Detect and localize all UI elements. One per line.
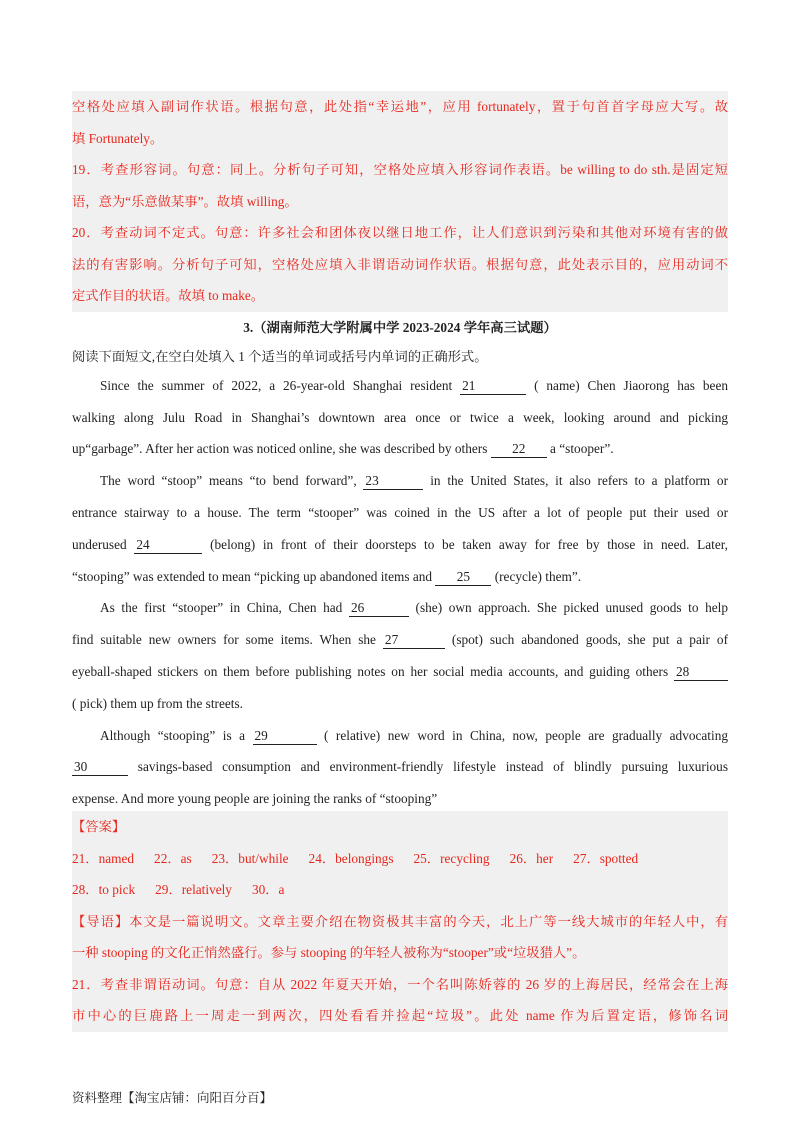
explanation-line: 法的有害影响。分析句子可知，空格处应填入非谓语动词作状语。根据句意，此处表示目的，应用动词不 (72, 256, 728, 272)
passage-line: Since the summer of 2022, a 26-year-old Shanghai resident 21 ( name) Chen Jiaorong has been (100, 377, 728, 393)
answer-item: 26．her (509, 850, 554, 866)
page-footer: 资料整理【淘宝店铺：向阳百分百】 (72, 1090, 273, 1105)
passage-line: up“garbage”. After her action was noticed online, she was described by others 22 a “stooper”. (72, 441, 614, 457)
explanation-line: 空格处应填入副词作状语。根据句意，此处指“幸运地”，应用 fortunately，置于句首首字母应大写。故 (72, 99, 728, 114)
answer-item: 22．as (154, 850, 192, 866)
answer-item: 24．belongings (308, 850, 394, 866)
passage-line: 30 savings-based consumption and environment-friendly lifestyle instead of blindly pursuing luxurious (74, 759, 728, 775)
blank-24[interactable]: 24 (134, 537, 202, 554)
passage-line: ( pick) them up from the streets. (72, 695, 243, 711)
answer-item: 25．recycling (413, 850, 490, 866)
answer-item: 29．relatively (155, 882, 232, 897)
question-instruction: 阅读下面短文,在空白处填入 1 个适当的单词或括号内单词的正确形式。 (72, 348, 488, 364)
answer-item: 28．to pick (72, 882, 136, 897)
answer-item: 30．a (251, 882, 285, 897)
explanation-line: 20．考查动词不定式。句意：许多社会和团体夜以继日地工作，让人们意识到污染和其他对环境有害的做 (72, 225, 728, 240)
passage-line: “stooping” was extended to mean “picking up abandoned items and 25 (recycle) them”. (72, 568, 582, 584)
blank-23[interactable]: 23 (363, 473, 423, 490)
answer-row (72, 874, 728, 906)
passage-line: As the first “stooper” in China, Chen had 26 (she) own approach. She picked unused goods to help (100, 600, 728, 616)
answer-block (72, 811, 728, 1032)
answer-item: 23．but/while (211, 850, 289, 866)
passage-line: walking along Julu Road in Shanghai’s downtown area once or twice a week, looking around and picking (72, 409, 728, 425)
guide-line: 21．考查非谓语动词。句意：自从 2022 年夏天开始，一个名叫陈娇蓉的 26 岁的上海居民，经常会在上海 (72, 976, 728, 992)
blank-21[interactable]: 21 (460, 378, 526, 395)
passage-line: expense. And more young people are joining the ranks of “stooping” (72, 791, 438, 807)
passage-line: The word “stoop” means “to bend forward”, 23 in the United States, it also refers to a platform or (100, 473, 728, 489)
blank-22[interactable]: 22 (491, 441, 547, 458)
explanation-line: 19．考查形容词。句意：同上。分析句子可知，空格处应填入形容词作表语。be willing to do sth.是固定短 (72, 162, 728, 177)
answer-label: 【答案】 (72, 819, 126, 834)
guide-line: 【导语】本文是一篇说明文。文章主要介绍在物资极其丰富的今天，北上广等一线大城市的年轻人中，有 (72, 913, 728, 929)
explanation-line: 语，意为“乐意做某事”。故填 willing。 (72, 193, 298, 209)
blank-30[interactable]: 30 (72, 759, 128, 776)
guide-line: 市中心的巨鹿路上一周走一到两次，四处看看并捡起“垃圾”。此处 name 作为后置定语，修饰名词 (72, 1008, 728, 1023)
passage-line: underused 24 (belong) in front of their doorsteps to be taken away for free by those in need. Later, (72, 536, 728, 552)
answer-item: 27．spotted (573, 850, 639, 866)
passage-line: find suitable new owners for some items. When she 27 (spot) such abandoned goods, she put a pair of (72, 632, 728, 648)
top-explanation (72, 91, 728, 312)
passage-line: eyeball-shaped stickers on them before publishing notes on her social media accounts, and guiding others 28 (72, 656, 728, 688)
passage-line: entrance stairway to a house. The term “stooper” was coined in the US after a lot of people put their used or (72, 504, 728, 520)
explanation-line: 定式作目的状语。故填 to make。 (72, 288, 265, 303)
blank-25[interactable]: 25 (435, 569, 491, 586)
blank-26[interactable]: 26 (349, 600, 409, 617)
explanation-line: 填 Fortunately。 (72, 130, 164, 146)
question-title: 3.（湖南师范大学附属中学 2023-2024 学年高三试题） (243, 320, 557, 335)
passage-line: Although “stooping” is a 29 ( relative) new word in China, now, people are gradually advocating (100, 727, 728, 743)
blank-28[interactable]: 28 (674, 664, 728, 681)
blank-29[interactable]: 29 (253, 728, 317, 745)
guide-line: 一种 stooping 的文化正悄然盛行。参与 stooping 的年轻人被称为“stooper”或“垃圾猎人”。 (72, 945, 586, 960)
answer-item: 21．named (72, 850, 135, 866)
answer-row (72, 843, 728, 875)
question-block (72, 312, 728, 815)
blank-27[interactable]: 27 (383, 632, 445, 649)
